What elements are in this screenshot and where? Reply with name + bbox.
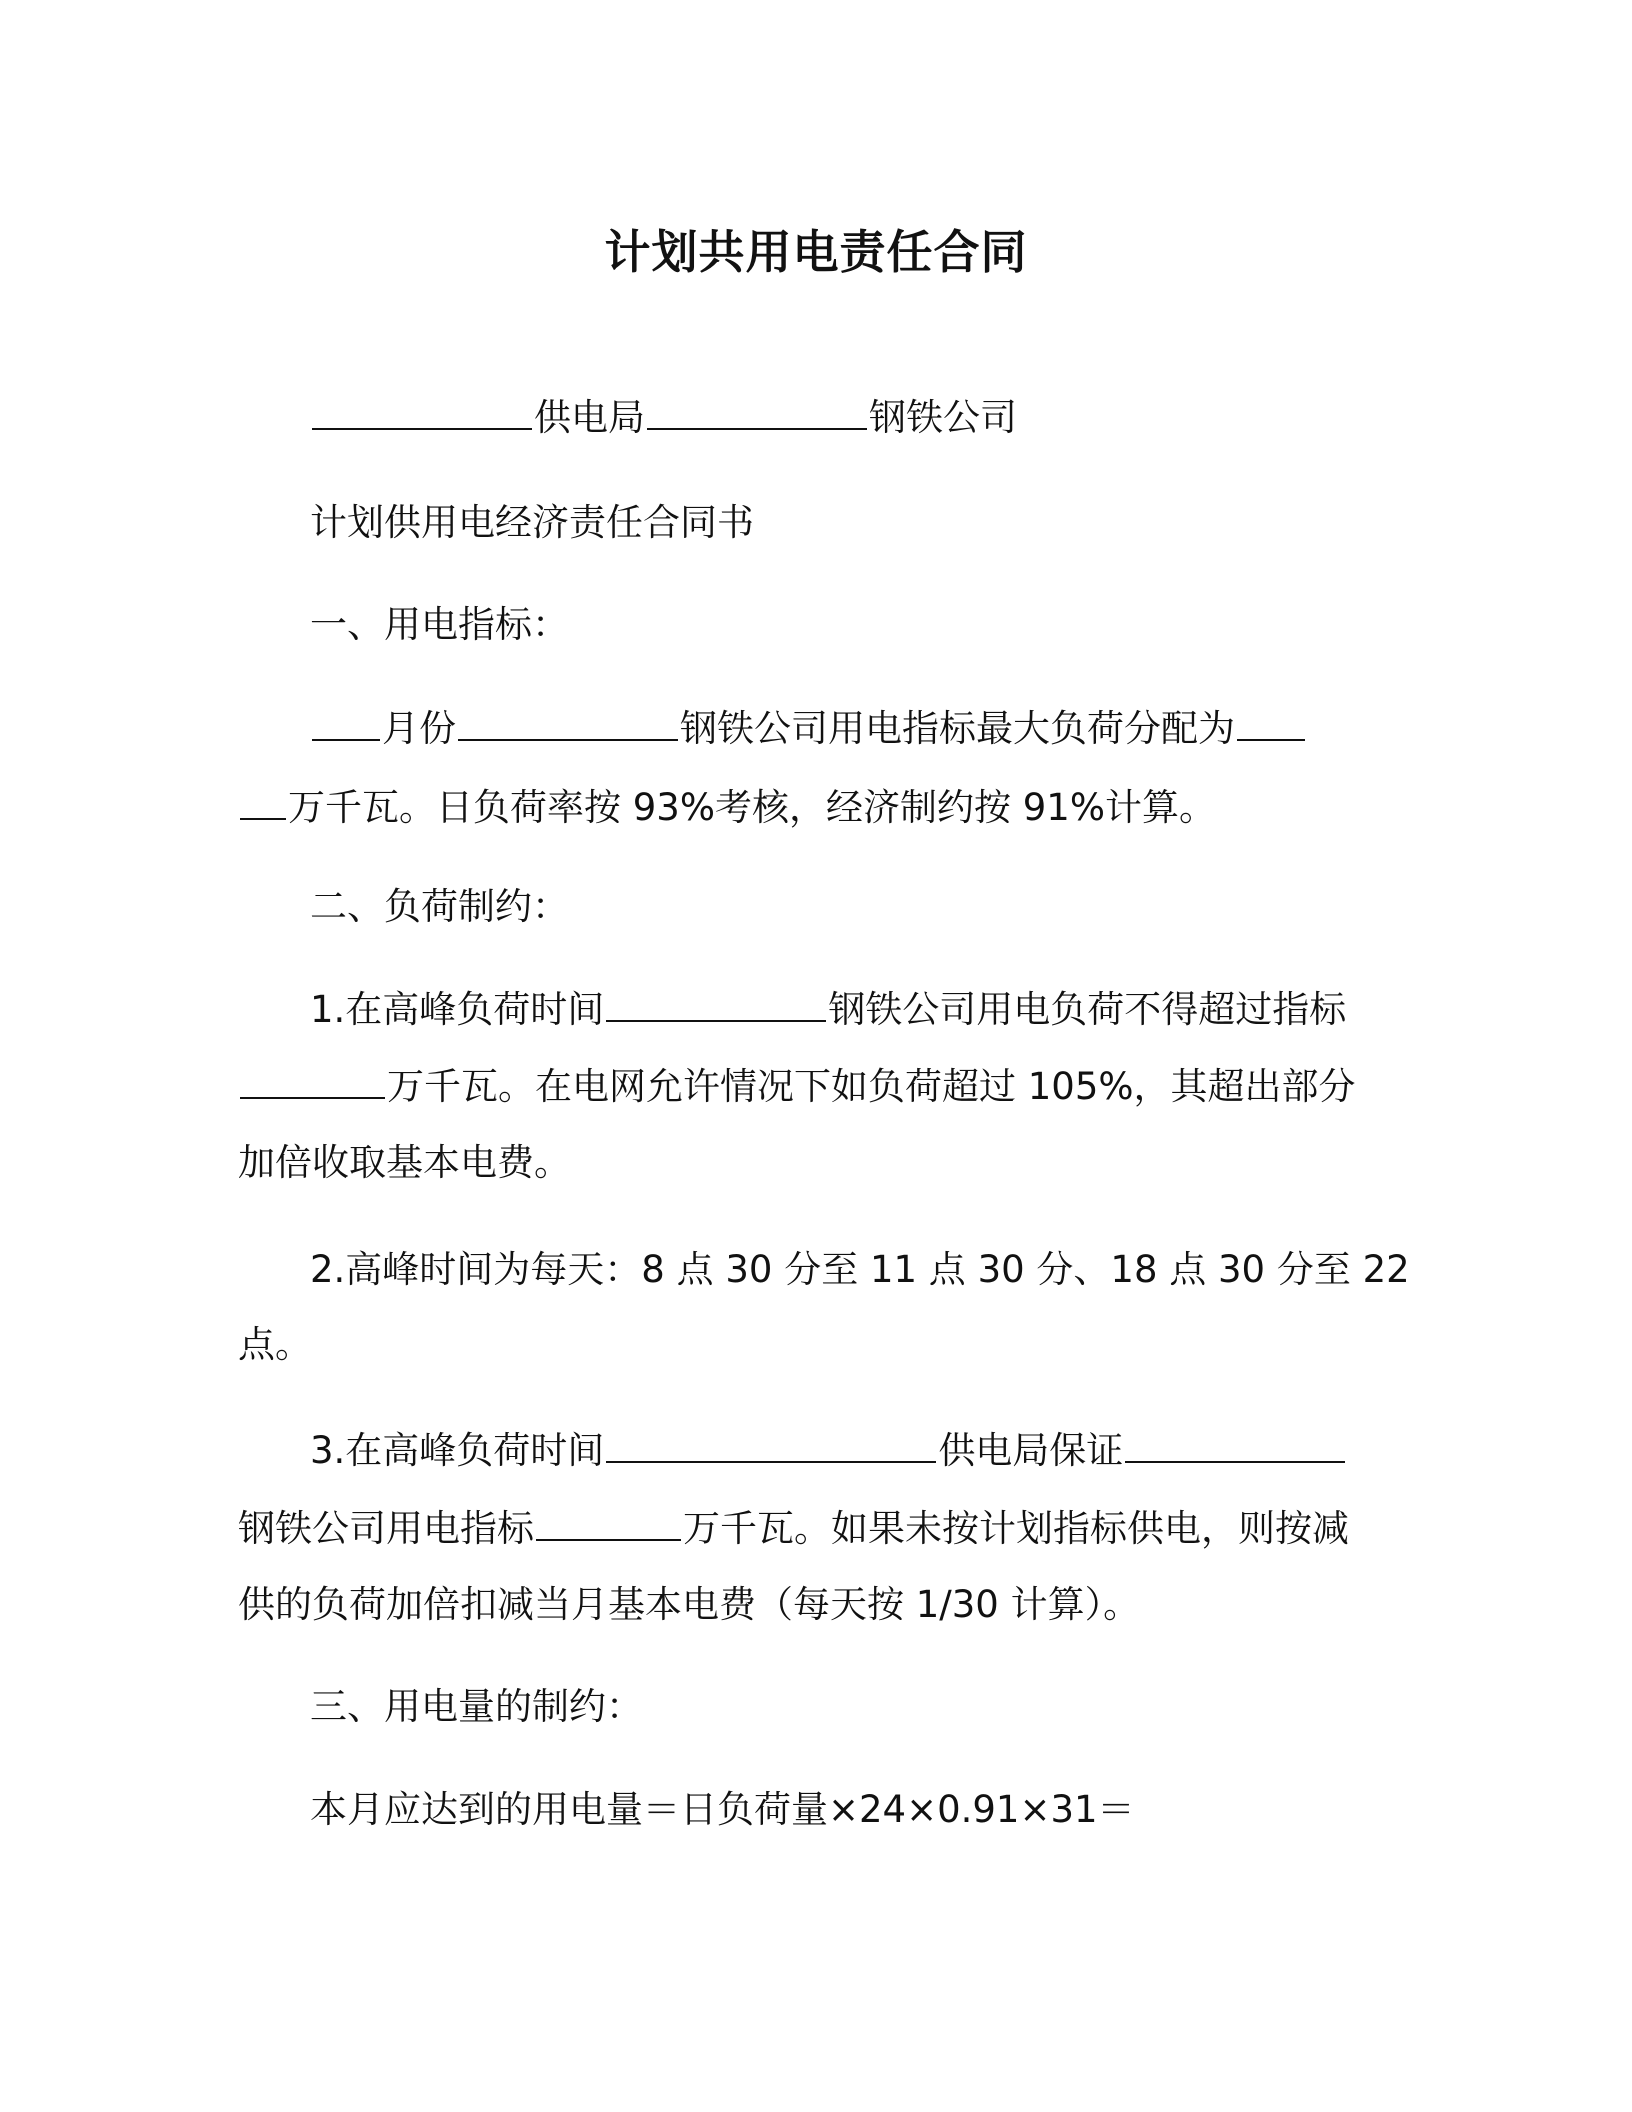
item1-blank-b — [240, 1061, 385, 1099]
section3-formula: 本月应达到的用电量＝日负荷量×24×0.91×31＝ — [310, 1788, 1135, 1831]
section3-heading: 三、用电量的制约： — [310, 1685, 643, 1728]
contract-subtitle: 计划供用电经济责任合同书 — [310, 501, 754, 544]
item3-text-a: 3.在高峰负荷时间 — [310, 1429, 605, 1472]
item3-blank-b — [1125, 1425, 1345, 1463]
month-label: 月份 — [382, 707, 456, 750]
item1-text-b: 钢铁公司用电负荷不得超过指标 — [828, 988, 1347, 1031]
parties-line — [310, 392, 1017, 443]
item3-text-d: 万千瓦。如果未按计划指标供电，则按减 — [683, 1507, 1349, 1550]
section2-item1-line3: 加倍收取基本电费。 — [238, 1141, 571, 1184]
section2-item3-line3: 供的负荷加倍扣减当月基本电费（每天按 1/30 计算）。 — [238, 1583, 1141, 1626]
item1-text-a: 1.在高峰负荷时间 — [310, 988, 605, 1031]
load-blank-end — [1237, 703, 1305, 741]
consumer-label: 钢铁公司 — [869, 396, 1017, 439]
item3-text-c: 钢铁公司用电指标 — [238, 1507, 534, 1550]
load-blank-cont — [240, 782, 286, 820]
section2-heading: 二、负荷制约： — [310, 885, 569, 928]
item1-text-c: 万千瓦。在电网允许情况下如负荷超过 105%，其超出部分 — [387, 1065, 1356, 1108]
section2-item1-line1 — [310, 984, 1346, 1035]
section1-heading: 一、用电指标： — [310, 603, 569, 646]
item1-blank-a — [606, 984, 826, 1022]
section2-item3-line2 — [238, 1503, 1349, 1554]
section2-item2-line2: 点。 — [238, 1323, 312, 1366]
supplier-blank — [312, 392, 532, 430]
load-rate-text: 万千瓦。日负荷率按 93%考核，经济制约按 91%计算。 — [288, 786, 1216, 829]
section1-line1 — [310, 703, 1307, 754]
load-allocation-text: 钢铁公司用电指标最大负荷分配为 — [680, 707, 1235, 750]
section2-item3-line1 — [310, 1425, 1347, 1476]
company-blank — [458, 703, 678, 741]
document-title: 计划共用电责任合同 — [604, 225, 1028, 279]
section2-item2-line1: 2.高峰时间为每天：8 点 30 分至 11 点 30 分、18 点 30 分至 22 — [310, 1248, 1410, 1291]
item3-blank-c — [536, 1503, 681, 1541]
month-blank — [312, 703, 380, 741]
consumer-blank — [647, 392, 867, 430]
item3-blank-a — [606, 1425, 936, 1463]
section2-item1-line2 — [238, 1061, 1356, 1112]
section1-line2 — [238, 782, 1216, 833]
item3-text-b: 供电局保证 — [938, 1429, 1124, 1472]
supplier-label: 供电局 — [534, 396, 645, 439]
